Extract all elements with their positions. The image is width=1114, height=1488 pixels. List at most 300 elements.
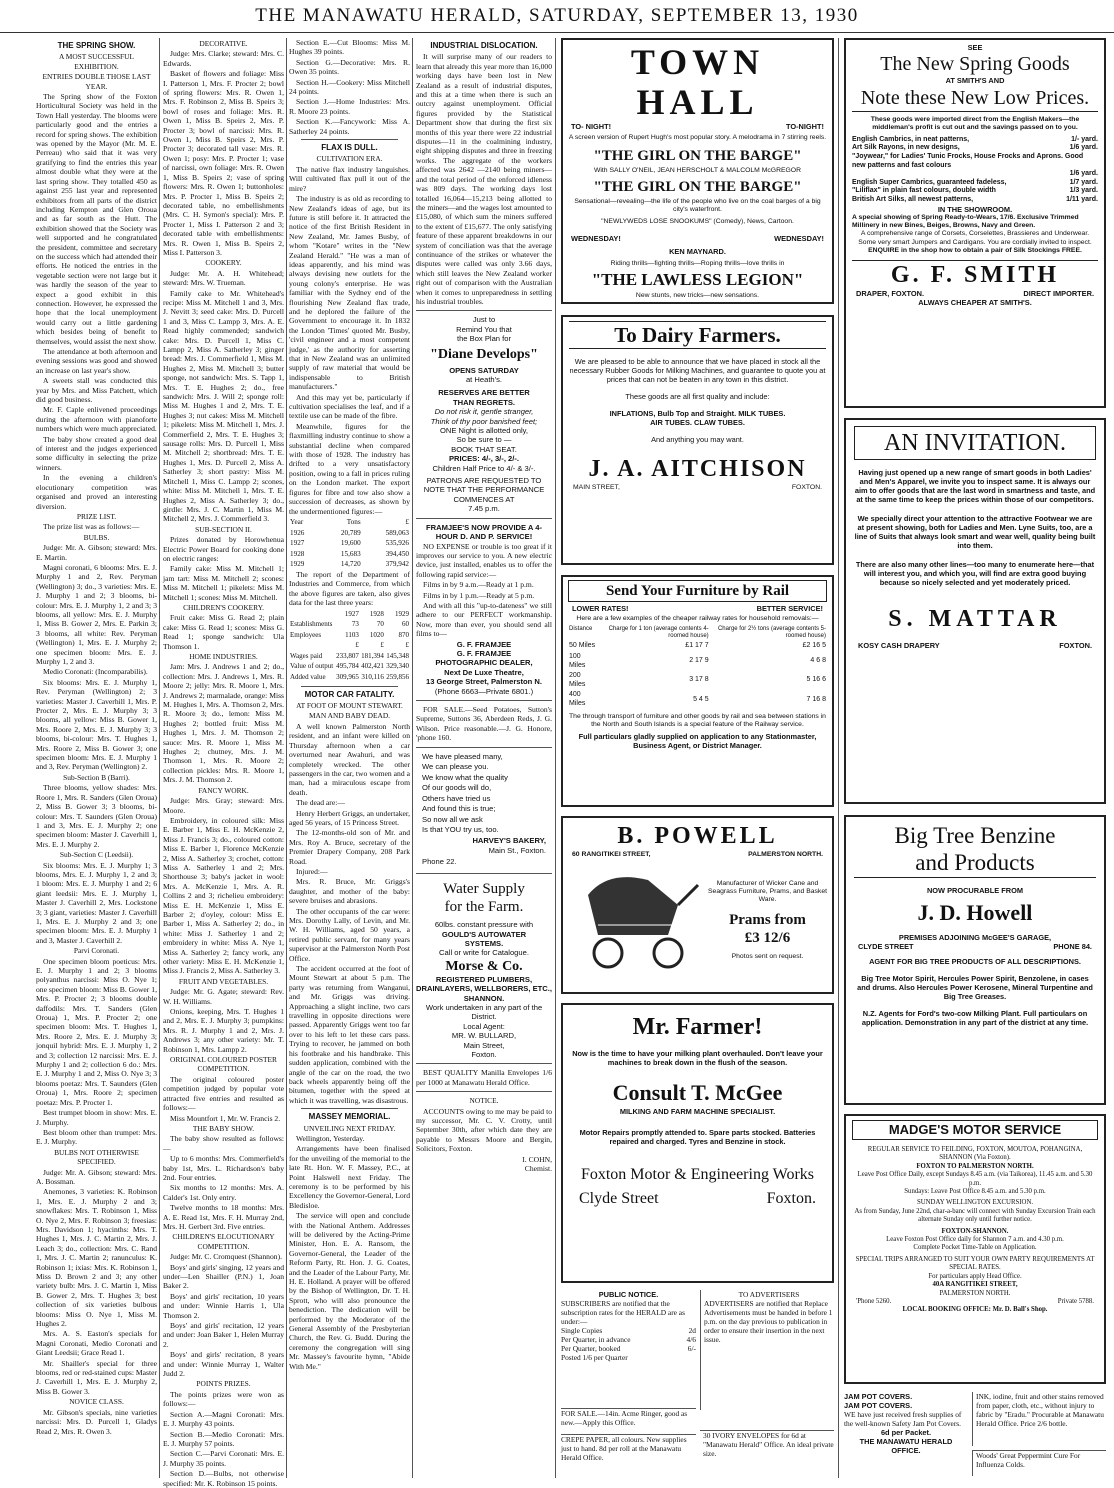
film-title: "THE GIRL ON THE BARGE" (593, 148, 802, 165)
ad-line: 60 RANGITIKEI STREET, (572, 851, 651, 858)
divider (416, 700, 552, 701)
table-cell: 5 4 5 (693, 695, 709, 703)
table-cell: 73 (351, 620, 359, 629)
ad-line: PHOTOGRAPHIC DEALER, (435, 658, 533, 668)
ad-line: A special showing of Spring Ready-to-Wears, 17/6. Exclusive Trimmed Millinery in new Bines, Beiges, Browns, Navy and Green. (852, 213, 1079, 229)
list-item (561, 1344, 696, 1353)
price-list (852, 136, 1098, 205)
framjee-ad (416, 523, 552, 696)
paragraph: Three blooms, yellow shades: Mrs. Roore 1, Mrs. R. Sanders (Glen Oroua) 2, Miss B. Gower 3; 3 blooms, bi-colour: Mrs. T. Saunders (Glen Oroua) 1 and 3, Mrs. E. J. Murphy 2; one specimen bloom: Master J. Caverhill 1, Mrs. E. J. Murphy 2. (36, 783, 157, 849)
table-cell: 1929 (290, 560, 305, 569)
ad-line: Call or write for Catalogue. (439, 948, 529, 958)
section-heading: COOKERY. (205, 258, 242, 268)
column-rule (159, 38, 160, 1478)
article-title: FLAX IS DULL. (321, 143, 378, 153)
table-cell: £ (380, 641, 384, 650)
ad-line: Sundays: Leave Post Office 8.45 a.m. and 5.30 p.m. (904, 1188, 1046, 1196)
section-heading: NOTICE. (469, 1096, 499, 1106)
rail-rates-table (568, 625, 827, 709)
table-cell: 1926 (290, 528, 305, 537)
table-cell: 1927 (290, 539, 305, 548)
table-header-cell: Charge for 1 ton (average contents 4-roomed house) (608, 626, 709, 640)
item-price: 1/11 yard. (1066, 195, 1098, 203)
divider (301, 686, 398, 687)
classified-ad: FOR SALE.—Seed Potatoes, Sutton's Supreme, Suttons 36, Aberdeen Reds, J. G. Wilson. Price reasonable.—J. G. Honore, 'phone 160. (416, 705, 552, 743)
paragraph: Anemones, 3 varieties: K. Robinson 1, Mrs. E. J. Murphy 2 and 3; snowflakes: Mrs. T. Robinson 1, Miss O. Nye 2, Mrs. F. Robinson 3; freesias: Mrs. Davidson 1; hyacinths: Mrs. T. Hughes 1, Mrs. J. C. Martin 2, Mrs. J. Leach 3; do., collection: Mrs. C. Rand 1, Mrs. J. C. Martin 2; ranunculus: K. Robinson 1; ixias: Mrs. K. Robinson 1, Miss D. Brown 2 and 3; any other variety bulb: Mrs. J. C. Martin 1, Miss B. Gower 2, Mrs. T. Hughes 3; best collection of six varieties bulbous blooms: Miss O. Nye 1, Miss M. Hughes 2. (36, 1187, 157, 1329)
paragraph: Meanwhile, figures for the flaxmilling industry continue to show a substantial decline when compared with those of 1928. The industry has drifted to a very unsatisfactory position, owing to a fall in prices ruling on the London market. The export figures for fibre and tow also show a succession of decreases, as shown by the undermentioned figures:— (289, 421, 410, 516)
table-cell: 15,683 (340, 549, 361, 558)
ad-line: G. F. FRAMJEE (456, 648, 512, 658)
article-subtitle: MAN AND BABY DEAD. (308, 711, 391, 721)
item-label: British Art Silks, all newest patterns, (852, 195, 974, 203)
ad-title: Mr. Farmer! (632, 1014, 763, 1040)
paragraph: Mrs. A. S. Easton's specials for Magni Coronati, Medio Coronati and Giant Leedsii; Grace Read 1. (36, 1329, 157, 1358)
rate-value: 4/6 (686, 1335, 696, 1344)
paragraph: The original coloured poster competition judged by popular vote attracted five entries and resulted as follows:— (163, 1074, 284, 1113)
paragraph: The accident occurred at the foot of Mount Stewart at about 5 p.m. The party was returning from Wanganui, and Mr. Griggs was driving. Approaching a slight incline, two cars travelling in opposite directions were passed. Apparently Griggs went too far over to his left to let these cars pass. Trying to recover, he jammed on both his footbrake and his handbrake. This sudden application, combined with the angle of the car on the road, the two back wheels apparently being off the bitumen, together with the speed at which it was travelling, was disastrous. (289, 964, 410, 1105)
ad-line: ONE Night is allotted only, (439, 426, 529, 436)
paragraph: NO EXPENSE or trouble is too great if it improves our service to you. A new electric device, just installed, enables us to offer the following rapid service:— (416, 541, 552, 579)
item-label: "Liliflax" in plain fast colours, double width (852, 187, 996, 195)
dairy-farmers-ad (561, 315, 834, 565)
ad-line: "NEWLYWEDS LOSE SNOOKUMS" (Comedy), News, Cartoon. (601, 217, 794, 225)
ad-line: BETTER SERVICE! (756, 604, 823, 613)
paragraph: Medio Coronati: (Incomparabilis). (43, 667, 148, 677)
b-powell-ad (561, 816, 834, 994)
ad-line: SPECIAL TRIPS ARRANGED TO SUIT YOUR OWN PARTY REQUIREMENTS AT SPECIAL RATES. (855, 1255, 1095, 1272)
table-row (289, 661, 410, 672)
paragraph: The prize list was as follows:— (43, 522, 140, 532)
section-heading: CHILDREN'S COOKERY. (183, 602, 264, 612)
ad-line: RESERVES ARE BETTER (438, 388, 530, 398)
ad-line: Leave Post Office Daily, except Sundays 8.45 a.m. (via Taikorea), 11.45 a.m. and 5.30 p.m. (857, 1171, 1093, 1187)
item-label: Art Silk Rayons, in new designs, (852, 144, 960, 152)
ad-line: Leave Foxton Post Office daily for Shannon 7 a.m. and 4.30 p.m. (886, 1236, 1064, 1244)
ad-line: New stunts, new tricks—new sensations. (635, 292, 760, 300)
article-subtitle: UNVEILING NEXT FRIDAY. (303, 1123, 396, 1133)
column-rule (838, 38, 839, 1478)
paragraph: Boys' and girls' recitation, 8 years and under: Winnie Murray 1, Walter Judd 2. (163, 1350, 284, 1379)
table-row (289, 538, 410, 549)
ad-line: These goods are all first quality and include: (625, 392, 770, 401)
paragraph: Family cake to Mr. Whitehead's recipe: Miss M. Mitchell 1 and 3, Mrs. J. Nevitt 3; seed cake: Mrs. D. Purcell 1 and 3, Miss C. Lampp 3, Mrs. A. E. Read highly commended; sandwich cake: Mrs. D. Purcell 1, Miss C. Lampp 2, Miss A. Satherley 3; ginger bread: Mrs. J. Commerfield 1, Miss M. Hughes 2, Miss M. Mitchell 3; butter sponge, not sandwich: Mrs. S. Tapp 1, Mrs. T. E. Hughes 2; do., free sandwich: Mrs. J. Will 2; sponge roll: Miss M. Hughes 1 and 2, Mrs. T. E. Hughes 3; nut cakes: Miss M. Mitchell 1; pikelets: Miss M. Mitchell 1, Mrs. J. Commerfield 2, Mrs. T. E. Hughes 3; sausage rolls: Mrs. D. Purcell 1, Miss M. Mitchell 2; shortbread: Mrs. T. E. Hughes 1, Mrs. D. Purcell 2, Miss A. Satherley 3; short pastry: Miss M. Mitchell 1, Miss C. Lampp 2; scones, white: Miss M. Mitchell 1, Mrs. T. E. Hughes 2, Miss A. Satherley 3; do., girdle: Mrs. J. C. Martin 1, Miss M. Mitchell 2, Mrs. J. Commerfield 3. (163, 288, 284, 524)
jam-pot-covers-ad (844, 1392, 968, 1476)
ad-line: Motor Repairs promptly attended to. Spare parts stocked. Batteries repaired and charged. Tyres and Benzine in stock. (579, 1128, 816, 1146)
paragraph: Magni coronati, 6 blooms: Mrs. E. J. Murphy 1 and 2, Rev. Peryman (Wellington) 3; do., 3 varieties: Mrs. E. J. Murphy 1 and 2; 3 blooms, bi-colour: Mrs. E. J. Murphy 1, 2 and 3; 3 blooms, all yellow: Mrs. E. J. Murphy 1, Miss B. Gower 2, Mrs. E. Parkin 3; 3 blooms, all white: Rev. Peryman (Wellington) 1, Mrs. E. J. Murphy 2; one specimen bloom: Mrs. E. J. Murphy 1, 2 and 3. (36, 562, 157, 666)
paragraph: One specimen bloom poeticus: Mrs. E. J. Murphy 1 and 2; 3 blooms polyanthus narcissi: Miss O. Nye 1; one specimen bloom: Miss B. Gower 1, Mrs. P. Procter 2; 3 blooms double daffodils: Mrs. T. Sanders (Glen Oroua) 1, Mrs. P. Procter 2; one specimen bloom: Mrs. T. Hughes 1, Mrs. Roore 2, Mrs. E. J. Murphy 3; jonquil hybrid: Mrs. E. J. Murphy 1, 2 and 3; collection 12 narcissi: Mrs. E. J. Murphy 1 and 2; collection 6 do.: Mrs. E. J. Murphy 1 and 2, Miss O. Nye 3; 3 blooms poetaz: Mrs. T. Saunders (Glen Oroua) 1, Mrs. Roore 2; specimen poetaz: Mrs. P. Procter 1. (36, 956, 157, 1107)
paragraph: Fruit cake: Miss G. Read 2; plain cake: Miss G. Read 1; scones: Miss G. Read 1; sponge sandwich: Ula Thomson 1. (163, 613, 284, 651)
table-row (289, 559, 410, 570)
paragraph: Judge: Mr. A. Gibson; steward: Mrs. E. Martin. (36, 543, 157, 562)
ad-line: Sensational—revealing—the life of the people who live on the coal barges of a big city's waterfront. (574, 197, 821, 214)
list-item (852, 196, 1098, 205)
paragraph: Twelve months to 18 months: Mrs. A. E. Read 1st, Mrs. F. H. Murray 2nd, Mrs. H. Gerbert 3rd. Five entries. (163, 1203, 284, 1231)
ad-line: MILKING AND FARM MACHINE SPECIALIST. (619, 1107, 776, 1116)
list-item (852, 153, 1098, 170)
ad-line: Remind You that (456, 324, 512, 334)
ad-line: We specially direct your attention to the attractive Footwear we are at present showing, both for Ladies and Men. Lyne Suits, too, are a line of Suits that always look smart and wear well, quality being built into them. (854, 514, 1096, 550)
ad-line: With SALLY O'NEIL, JEAN HERSCHOLT & MALCOLM McGREGOR (593, 167, 801, 175)
ad-line: REGISTERED PLUMBERS, DRAINLAYERS, WELLBORERS, ETC., SHANNON. (416, 974, 552, 1003)
ad-line: Big Tree Motor Spirit, Hercules Power Spirit, Benzolene, in cases and drums. Also Hercules Power Kerosene, Mineral Turpentine and Big Tree Greases. (857, 974, 1093, 1001)
paragraph: Section A.—Magni Coronati: Mrs. E. J. Murphy 43 points. (163, 1409, 284, 1429)
woods-peppermint-ad: Woods' Great Peppermint Cure For Influenza Colds. (972, 1450, 1106, 1476)
section-heading: Sub-Section C (Leedsii). (59, 850, 134, 860)
article-subtitle: AT FOOT OF MOUNT STEWART. (296, 701, 403, 711)
ad-line: AT SMITH'S AND (945, 76, 1005, 85)
table-header-cell: Tons (346, 517, 361, 526)
section-heading: PRIZE LIST. (76, 511, 117, 521)
section-heading: BULBS NOT OTHERWISE SPECIFIED. (54, 1147, 139, 1167)
ad-line: Work undertaken in any part of the District. (425, 1002, 543, 1022)
ad-line: FOXTON-SHANNON. (941, 1227, 1009, 1235)
article-title: INDUSTRIAL DISLOCATION. (430, 41, 538, 50)
article-subtitle: ENTRIES DOUBLE THOSE LAST YEAR. (42, 72, 151, 91)
table-cell: 310,116 (361, 673, 384, 682)
ad-line: FOXTON TO PALMERSTON NORTH. (916, 1162, 1034, 1170)
table-cell: 145,348 (386, 651, 409, 660)
list-item (852, 187, 1098, 196)
ad-line: at Heath's. (465, 375, 503, 384)
paragraph: A sweets stall was conducted this year by Mrs. and Miss Patchett, which did good business. (36, 376, 157, 405)
table-cell: 400 Miles (569, 691, 586, 707)
paragraph: And this may yet be, particularly if cultivation specialises the leaf, and if a textile use can be made of the fibre. (289, 392, 410, 421)
list-item (852, 179, 1098, 188)
table-cell: 589,063 (385, 528, 409, 537)
ad-line: Here are a few examples of the cheaper railway rates for household removals:— (576, 615, 819, 622)
ad-line: NOW PROCURABLE FROM (926, 886, 1024, 895)
ad-line: OPENS SATURDAY (449, 365, 519, 375)
ad-line: FOXTON. (1059, 641, 1092, 650)
divider (416, 1063, 552, 1064)
classified-ad: ACCOUNTS owing to me may be paid to my successor, Mr. C. V. Crotty, until September 30th, after which date they are payable to Messrs Moore and Bergin, Solicitors, Foxton. (416, 1106, 552, 1154)
ad-line: Full particulars gladly supplied on application to any Stationmaster, Business Agent, or District Manager. (578, 732, 817, 751)
ad-line: (Phone 6663—Private 6801.) (434, 686, 534, 696)
paragraph: Section J.—Home Industries: Mrs. R. Moore 23 points. (289, 97, 410, 116)
ad-line: PALMERSTON NORTH. (748, 851, 823, 858)
paragraph: Section D.—Bulbs, not otherwise specified: Mr. K. Robinson 15 points. (163, 1469, 284, 1488)
diane-develops-ad (416, 315, 552, 513)
article-title: THE SPRING SHOW. (57, 41, 136, 50)
ad-line: PHONE 84. (1053, 942, 1092, 951)
subscription-rates (561, 1326, 696, 1362)
pram-illustration (568, 865, 708, 975)
section-heading: PUBLIC NOTICE. (598, 1290, 659, 1299)
item-label: "Joywear," for Ladies' Tunic Frocks, House Frocks and Aprons. Good new patterns and fast colours (852, 153, 1084, 169)
paragraph: Mr. Gibson's specials, nine varieties narcissi: Mrs. D. Purcell 1, Gladys Read 2, Mrs. R. Owen 3. (36, 1407, 157, 1436)
ad-line: As from Sunday, June 22nd, char-a-banc will connect with Sunday Excursion Train each alternate Sunday only until further notice. (854, 1207, 1096, 1224)
ad-line: Main Street, (463, 1040, 505, 1050)
ad-line: AIR TUBES. CLAW TUBES. (650, 418, 745, 427)
s-mattar-ad (844, 418, 1106, 804)
merchant-name: G. F. SMITH (852, 260, 1098, 289)
item-label: English Cambrics, in neat patterns, (852, 135, 970, 143)
classified-ad: BEST QUALITY Manilla Envelopes 1/6 per 1000 at Manawatu Herald Office. (416, 1068, 552, 1087)
paragraph: Up to 6 months: Mrs. Commerfield's baby 1st, Mrs. L. Richardson's baby 2nd. Four entries. (163, 1154, 284, 1182)
ad-line: Manufacturer of Wicker Cane and Seagrass Furniture, Prams, and Basket Ware. (708, 879, 827, 904)
ad-line: We know what the quality (422, 772, 508, 782)
ad-line: Riding thrills—fighting thrills—Roping thrills—love thrills in (610, 260, 785, 268)
divider (416, 518, 552, 519)
paragraph: The Spring show of the Foxton Horticultural Society was held in the Town Hall yesterday. The blooms were particularly good and the entries a record for spring shows. The exhibition was opened by the Mayor (Mr. M. E. Perreau) who said that it was very gratifying to find the entries this year almost double what they were at the last spring show. They totalled 450 as against 255 last year and represented exhibitors from all parts of the district including Kempton and Glen Oroua and as far south as the Hutt. The exhibition showed that the Society was well supported and he congratulated the president, committee and secretary on the success which had attended their efforts. He noticed the entries in the vegetable section were not large but it was hardly the season of the year to expect a good exhibit in this connection. However, he expressed the hope that the local unemployment would carry out a little gardening which besides being of benefit to themselves, would assist the next show. (36, 92, 157, 346)
export-table (289, 517, 410, 570)
ad-title: Big Tree Benzine (894, 823, 1056, 848)
ivory-envelopes-ad: 30 IVORY ENVELOPES for 6d at "Manawatu Herald" Office. An ideal private size. (700, 1430, 834, 1474)
paragraph: Judge: Mr. C. Cromquest (Shannon). (170, 1252, 283, 1262)
ad-line: THE MANAWATU HERALD (859, 1437, 953, 1446)
ad-line: BOOK THAT SEAT. (451, 444, 517, 454)
ad-line: MAIN STREET, (573, 484, 620, 491)
list-item (852, 136, 1098, 145)
table-row (289, 630, 410, 641)
ad-line: I. COHN, (522, 1154, 552, 1164)
rate-label: Single Copies (561, 1326, 603, 1335)
ad-line: THAN REGRETS. (452, 397, 516, 407)
ad-line: KOSY CASH DRAPERY (858, 641, 940, 650)
merchant-name: J. A. AITCHISON (588, 456, 807, 482)
table-cell: 233,807 (336, 651, 359, 660)
table-cell: Establishments (290, 620, 333, 629)
divider (416, 1091, 552, 1092)
table-cell: 2 17 9 (689, 657, 709, 665)
ad-title: Morse & Co. (445, 958, 523, 974)
list-item (561, 1353, 696, 1362)
ad-title: FRAMJEE'S NOW PROVIDE A 4-HOUR D. AND P. SERVICE! (425, 522, 542, 542)
ad-line: The through transport of furniture and other goods by rail and sea between stations in the North and South Islands is a special feature of the Railway service. (569, 712, 826, 728)
ad-line: Of our goods will do, (422, 783, 492, 793)
table-cell: 870 (398, 630, 409, 639)
price: £3 12/6 (744, 929, 791, 946)
ad-line: CLYDE STREET (858, 942, 914, 951)
industry-table (289, 609, 410, 683)
column-four (416, 38, 552, 1478)
ad-title: and Products (854, 849, 1096, 878)
table-row (568, 690, 827, 709)
ad-line: PREMISES ADJOINING McGEE'S GARAGE, (898, 933, 1052, 942)
ad-line: FOXTON. (791, 484, 822, 491)
paragraph: Arrangements have been finalised for the unveiling of the memorial to the late Rt. Hon. W. F. Massey, P.C., at Point Halswell next Friday. The ceremony is to be performed by his Excellency the Governor-General, Lord Bledisloe. (289, 1144, 410, 1210)
merchant-name: Consult T. McGee (612, 1080, 783, 1105)
table-header-cell (289, 609, 335, 620)
paragraph: Basket of flowers and foliage: Miss I. Patterson 1, Mrs. F. Procter 2; bowl of spring flowers: Mrs. R. Owen 1, Mrs. F. Robinson 2, Miss B. Speirs 3; bowl of roses and foliage: Mrs. R. Owen 1, Miss B. Speirs 2, Mrs. P. Procter 3; bowl of narcissi: Mrs. R. Owen 1, Miss B. Speirs 2, Mrs. P. Procter 3; decorated tall vase: Mrs. R. Owen 1; posy: Mrs. P. Procter 1; vase of narcissi, own foliage: Mrs. R. Owen 1, Miss B. Speirs 2; vase of spring flowers: Mrs. R. Owen 1; buttonholes: Mrs. P. Procter 1, Miss B. Speirs 2; decorated table, no embellishments (Mrs. C. H. Symon's special): Mrs. P. Procter 1, Miss I. Patterson 2 and 3; decorated table with embellishments: Mrs. R. Owen 1, Miss B. Speirs 2, Miss I. Patterson 3. (163, 69, 284, 257)
ad-line: Prams from (729, 911, 806, 928)
ad-line: 7.45 p.m. (468, 504, 500, 514)
table-cell: 1020 (369, 630, 384, 639)
table-cell: 402,421 (361, 662, 384, 671)
ad-line: Clyde Street (579, 1190, 659, 1207)
ad-line: Complete Pocket Time-Table on Application. (913, 1244, 1037, 1252)
ad-line: For particulars apply Head Office. (928, 1272, 1022, 1280)
table-cell: 259,856 (386, 673, 409, 682)
paragraph: The points prizes were won as follows:— (163, 1389, 284, 1409)
article-subtitle: A MOST SUCCESSFUL EXHIBITION. (58, 52, 135, 71)
table-cell: 495,784 (336, 662, 359, 671)
table-cell: 3 17 8 (689, 676, 709, 684)
ad-line: Think of thy poor banished feet; (430, 416, 538, 426)
ad-line: And anything you may want. (651, 435, 744, 444)
section-heading: POINTS PRIZES. (196, 1379, 251, 1389)
ad-line: Others have tried us (422, 793, 491, 803)
table-header-cell: £ (405, 517, 409, 526)
paragraph: Six months to 12 months: Mrs. A. Calder's 1st. Only entry. (163, 1183, 284, 1202)
ad-title: Water Supply (443, 881, 525, 898)
item-price: 1/7 yard. (1069, 178, 1098, 186)
paragraph: Henry Herbert Griggs, an undertaker, aged 56 years, of 15 Princess Street. (289, 808, 410, 827)
table-row (289, 640, 410, 651)
merchant-name: B. POWELL (617, 823, 778, 849)
ad-title: TOWN HALL (630, 42, 765, 122)
column-rule (555, 38, 556, 1478)
table-cell: 394,450 (385, 549, 409, 558)
table-cell: 200 Miles (569, 672, 586, 688)
table-header-row (289, 609, 410, 620)
paragraph: Wellington, Yesterday. (296, 1133, 365, 1143)
price: 6d per Packet. (880, 1428, 932, 1437)
ad-line: AGENT FOR BIG TREE PRODUCTS OF ALL DESCRIPTIONS. (869, 957, 1081, 966)
item-price: 1/3 yard. (1069, 187, 1098, 195)
ad-line: Phone 22. (422, 856, 457, 866)
ad-line: 13 George Street, Palmerston N. (425, 677, 543, 687)
ad-line: TO- NIGHT! (571, 122, 612, 131)
table-row (568, 652, 827, 671)
paragraph: The report of the Department of Industries and Commerce, from which the above figures are taken, also gives data for the last three years: (289, 569, 410, 608)
ad-line: SEE (967, 43, 983, 52)
ad-line: the Box Plan for (456, 334, 512, 344)
paragraph: Section H.—Cookery: Miss Mitchell 24 points. (289, 77, 410, 97)
table-header-cell: Charge for 2½ tons (average contents 5-roomed house) (717, 626, 826, 640)
table-cell: 1928 (290, 549, 305, 558)
ad-line: WEDNESDAY! (774, 234, 824, 244)
paragraph: Judge: Mr. A. H. Whitehead; steward: Mrs. W. Trueman. (163, 268, 284, 288)
section-heading: ORIGINAL COLOURED POSTER COMPETITION. (170, 1055, 277, 1074)
madges-motor-service-ad (844, 1114, 1106, 1384)
article-title: MOTOR CAR FATALITY. (304, 689, 395, 699)
paragraph: The 12-months-old son of Mr. and Mrs. Roy A. Bruce, secretary of the Premier Drapery Company, 208 Park Road. (289, 828, 410, 866)
film-title: "THE LAWLESS LEGION" (591, 270, 804, 290)
ad-line: REGULAR SERVICE TO FEILDING, FOXTON, MOUTOA, POHANGINA, SHANNON (Via Foxton). (867, 1146, 1083, 1162)
public-notice (561, 1290, 696, 1410)
ad-line: DRAPER, FOXTON. (856, 288, 925, 298)
ad-line: And found this is true; (422, 804, 496, 814)
table-cell: 100 Miles (569, 653, 586, 669)
ad-line: We can please you. (422, 762, 489, 772)
paragraph: Mrs. R. Bruce, Mr. Griggs's daughter, and mother of the baby: severe bruises and abrasions. (289, 877, 410, 906)
paragraph: The service will open and conclude with the National Anthem. Addresses will be delivered by the Acting-Prime Minister, Hon. E. A. Ransom, the Governor-General, the Leader of the Reform Party, Rt. Hon. J. G. Coates, and the Leader of the Labour Party, Mr. H. E. Holland. A prayer will be offered by the Bishop of Wellington, Dr. T. H. Sprott, who will also pronounce the benediction. The dedication will be performed by the Moderator of the General Assembly of the Presbyterian Church, the Rev. G. Budd. During the ceremony the congregation will sing Mr. Massey's favourite hymn, "Abide With Me." (289, 1211, 410, 1371)
ad-line: These goods were imported direct from the English Makers—the middleman's profit is cut out and the savings passed on to you. (870, 116, 1080, 132)
table-header-cell: 1929 (395, 609, 409, 618)
item-label: English Super Cambrics, guaranteed fadeless, (852, 178, 1007, 186)
paragraph: And with all this "up-to-dateness" we still adhere to our PERFECT workmanship. Now, more than ever, you should send all films to— (416, 600, 552, 639)
table-cell: 7 16 8 (806, 695, 826, 703)
table-header-row (289, 517, 410, 528)
ad-line: Is that YOU try us, too. (422, 825, 499, 835)
paragraph: The industry is as old as recording to New Zealand's ideas of age, but its future is still before it. It attracted the notice of the first British Resident in New Zealand, Mr. James Busby, of whom "Kotare" writes in the "New Zealand Herald." "He was a man of ideas apparently, and his mind was always devising new outlets for the young colony's enterprise. He was familiar with the Sydney end of the flourishing New Zealand flax trade, and he deplored the failure of the Government to encourage it. In 1832 the London 'Times' quoted Mr. Busby, 'civil engineer and a most competent judge,' as the authority for asserting that in New Zealand was an unlimited supply of raw material that would be indispensable to British manufacturers." (289, 194, 410, 392)
paragraph: SUBSCRIBERS are notified that the subscription rates for the HERALD are as under:— (561, 1299, 685, 1326)
article-subtitle: CULTIVATION ERA. (316, 154, 383, 164)
ad-line: N.Z. Agents for Ford's two-cow Milking Plant. Full particulars on application. Demonstration in any part of the district at any time. (861, 1009, 1089, 1027)
paragraph: The attendance at both afternoon and evening sessions was good and showed an increase on last year's show. (36, 347, 157, 375)
ad-title: To Dairy Farmers. (569, 321, 826, 349)
divider (416, 747, 552, 748)
paragraph: Films in by 1 p.m.—Ready at 5 p.m. (423, 590, 535, 600)
table-cell: 14,720 (340, 560, 361, 569)
table-cell: Added value (290, 673, 326, 682)
ad-line: Photos sent on request. (731, 952, 804, 960)
ad-line: Main St., Foxton. (488, 846, 546, 856)
ad-line: Having just opened up a new range of smart goods in both Ladies' and Men's Apparel, we invite you to inspect same. It is always our aim to offer goods that are the last word in smartness and taste, and at the same time to keep the prices within those of our competitors. (854, 468, 1096, 504)
town-hall-ad (561, 38, 834, 304)
paragraph: Family cake: Miss M. Mitchell 1; jam tart: Miss M. Mitchell 2; scones: Miss M. Mitchell 1; pikelets: Miss M. Mitchell 1; scones: Miss M. Mitchell. (163, 564, 284, 602)
divider (416, 873, 552, 874)
rate-label: Per Quarter, in advance (561, 1335, 631, 1344)
ad-title: Send Your Furniture by Rail (568, 580, 827, 602)
ad-line: 60lbs. constant pressure with (434, 920, 534, 930)
ad-line: Just to (472, 315, 496, 325)
ad-line: WE have just received fresh supplies of the well-known Safety Jam Pot Covers. (844, 1410, 962, 1428)
item-price: 1/6 yard. (1069, 144, 1098, 152)
ad-title: JAM POT COVERS. (844, 1401, 913, 1410)
ad-line: Do not risk it, gentle stranger, (434, 407, 534, 417)
table-header-cell: 1927 (344, 609, 359, 618)
table-cell: 1103 (345, 630, 359, 639)
table-cell: Value of output (290, 662, 334, 671)
table-cell: 60 (402, 620, 409, 629)
paragraph: The dead are:— (296, 798, 345, 808)
paragraph: Six blooms: Mrs. E. J. Murphy 1, Rev. Peryman (Wellington) 2; 3 varieties: Master J. Caverhill 1, Mrs. P. Procter 2, Mrs. E. J. Murphy 3; 3 blooms, all yellow: Miss B. Gower 1, Mrs. Roore 2, Mrs. E. J. Murphy 3; 3 blooms, bi-colour: Mrs. T. Hughes 1, Mrs. Roore 2, Miss B. Gower 3; one specimen bloom: Mrs. E. J. Murphy 1 and 3, Rev. Peryman (Wellington) 2. (36, 677, 157, 772)
paragraph: Boys' and girls' recitation, 12 years and under: Joan Baker 1, Helen Murray 2. (163, 1321, 284, 1349)
paragraph: Six blooms: Mrs. E. J. Murphy 1; 3 blooms, Mrs. E. J. Murphy 1, 2 and 3; 1 bloom: Mrs. E. J. Murphy 1 and 2; 6 giant leedsii: Mrs. E. J. Murphy 1, Master J. Caverhill 2, Mrs. Lockstone 3; 3 giant, varieties: Master J. Caverhill 1, Mrs. E. J. Murphy 2 and 3; one specimen bloom: Mrs. E. J. Murphy 1 and 3, Master J. Caverhill 2. (36, 860, 157, 945)
section-heading: DECORATIVE. (199, 39, 248, 48)
paragraph: Mr. F. Caple enlivened proceedings during the afternoon with pianoforte numbers which were much appreciated. (36, 405, 157, 434)
table-cell: 20,789 (340, 528, 361, 537)
ad-line: 'Phone 5260. (856, 1297, 892, 1305)
ad-line: A screen version of Rupert Hugh's most popular story. A melodrama in 7 stirring reels. (568, 134, 827, 141)
table-cell: 379,942 (385, 560, 409, 569)
table-row (289, 672, 410, 683)
masthead: THE MANAWATU HERALD, SATURDAY, SEPTEMBER 13, 1930 (0, 0, 1114, 33)
section-heading: BULBS. (83, 532, 110, 542)
table-cell: 50 Miles (569, 642, 596, 650)
table-row (289, 651, 410, 662)
paragraph: Section K.—Fancywork: Miss A. Satherley 24 points. (289, 117, 410, 136)
mr-farmer-ad (561, 1003, 834, 1283)
table-cell: 4 6 8 (810, 657, 826, 665)
for-sale-ringer: FOR SALE.—14in. Acme Ringer, good as new.—Apply this Office. (561, 1408, 696, 1431)
ad-line: So now all we ask (422, 814, 483, 824)
paragraph: The native flax industry languishes. Will cultivated flax pull it out of the mire? (289, 164, 410, 193)
paragraph: It will surprise many of our readers to learn that already this year more than 16,000 working days have been lost in New Zealand as a result of industrial disputes, and this at a time when there is such an outcry against unemployment. Official figures provided by the Statistical Department show that during the first six months of this year there were 22 industrial disputes—11 in the coalmining industry, eight shipping disputes and three in freezing works. The aggregate of the workers affected was 2642 —2140 being miners—and the total period of the enforced idleness was 809 days. The working days lost totalled 16,064—15,213 being allotted to the miners—and the wages lost amounted to £15,080, of which sum the miners suffered to the extent of £15,677. The only satisfying feature of these apparent breakdowns in our system of conciliation was that the average continuance of the strikes or whatever the disputes were called was only 3.66 days, which still leaves the New Zealand worker right out of comparison with the Australian when it comes to unpreparedness in settling his industrial troubles. (416, 52, 552, 306)
merchant-name: J. D. Howell (917, 900, 1033, 925)
ad-title: MADGE'S MOTOR SERVICE (852, 1120, 1098, 1140)
article-spring-show-continued (163, 38, 284, 1488)
paragraph: Section G.—Decorative: Mrs. R. Owen 35 points. (289, 57, 410, 77)
ad-line: LOWER RATES! (572, 604, 629, 613)
paragraph: Miss Mountfort 1, Mr. W. Francis 2. (170, 1113, 281, 1123)
divider (416, 310, 552, 311)
paragraph: Best trumpet bloom in show: Mrs. E. J. Murphy. (36, 1108, 157, 1127)
ad-line: SUNDAY WELLINGTON EXCURSION. (916, 1199, 1034, 1207)
section-heading: FRUIT AND VEGETABLES. (178, 976, 269, 986)
section-heading: CHILDREN'S ELOCUTIONARY COMPETITION. (172, 1232, 275, 1251)
list-item (561, 1326, 696, 1335)
section-heading: HOME INDUSTRIES. (189, 652, 258, 661)
ad-line: ALWAYS CHEAPER AT SMITH'S. (918, 297, 1032, 307)
table-header-cell: Distance (569, 626, 593, 633)
ad-title: Note these New Low Prices. (852, 85, 1098, 112)
section-heading: NOVICE CLASS. (69, 1397, 124, 1407)
paragraph: The other occupants of the car were: Mrs. Dorothy Lally, of Levin, and Mr. W. H. Williams, aged 50 years, a retired public servant, for many years supervisor at the Palmerston North Post Office. (289, 906, 410, 963)
paragraph: Judge: Mrs. Clarke; steward: Mrs. C. Edwards. (163, 49, 284, 68)
